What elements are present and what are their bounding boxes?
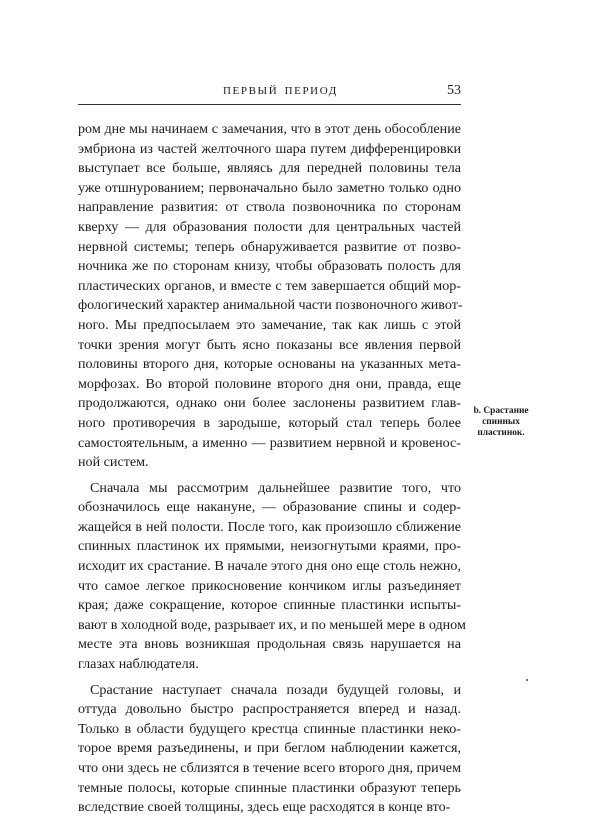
ink-speck	[526, 679, 528, 681]
text-line: пластических органов, и вместе с тем завершается общий мор-	[78, 277, 461, 294]
text-line: Срастание наступает сначала позади будущей головы, и	[90, 681, 461, 698]
margin-note	[468, 406, 534, 439]
text-line: вследствие своей толщины, здесь еще расходятся в конце вто-	[78, 799, 451, 816]
paragraph	[78, 681, 461, 818]
header-rule	[78, 104, 461, 105]
running-title: ПЕРВЫЙ ПЕРИОД	[223, 85, 338, 97]
text-line: нервной системы; теперь обнаруживается развитие от позво-	[78, 238, 461, 255]
text-line: эмбриона из частей желточного шара путем дифференцировки	[78, 140, 461, 157]
text-line: половины второго дня, которые основаны на указанных мета-	[78, 356, 461, 373]
body-text	[78, 120, 466, 818]
text-line: направление развития: от ствола позвоночника по сторонам	[78, 199, 461, 216]
text-line: спинных пластинок их прямыми, неизогнутыми краями, про-	[78, 538, 461, 555]
paragraph	[78, 120, 461, 473]
text-line: Сначала мы рассмотрим дальнейшее развитие того, что	[90, 479, 461, 496]
text-line: ного противоречия в зародыше, который стал теперь более	[78, 414, 461, 431]
text-line: ночника же по сторонам книзу, чтобы образовать полость для	[78, 258, 461, 275]
text-line: Только в области будущего крестца спинные пластинки неко-	[78, 720, 461, 737]
text-line: исходит их срастание. В начале этого дня оно еще столь нежно,	[78, 558, 461, 575]
text-line: кверху — для образования полости для центральных частей	[78, 218, 461, 235]
running-head	[78, 84, 461, 104]
margin-note-line: пластинок.	[477, 428, 525, 438]
text-line: точки зрения могут быть ясно показаны все явления первой	[78, 336, 461, 353]
text-line: ного. Мы предпосылаем это замечание, так как лишь с этой	[78, 316, 461, 333]
text-line: что самое легкое прикосновение кончиком иглы разъединяет	[78, 577, 461, 594]
page-number: 53	[447, 83, 461, 98]
text-line: оттуда довольно быстро распространяется вперед и назад.	[78, 701, 461, 718]
text-line: ром дне мы начинаем с замечания, что в этот день обособление	[78, 121, 461, 137]
text-line: месте эта вновь возникшая продольная связь нарушается на	[78, 636, 461, 653]
text-line: обозначилось еще накануне, — образование спины и содер-	[78, 499, 461, 516]
text-line: темные полосы, которые спинные пластинки образуют теперь	[78, 779, 461, 796]
text-line: уже отшнурованием; первоначально было заметно только одно	[78, 179, 461, 196]
text-line: края; даже сокращение, которое спинные пластинки испыты-	[78, 597, 461, 614]
paragraph	[78, 479, 466, 675]
text-line: жащейся в ней полости. После того, как произошло сближение	[78, 518, 461, 535]
margin-note-line: b. Срастание	[473, 406, 529, 416]
text-line: продолжаются, однако они более заслонены развитием глав-	[78, 395, 461, 412]
text-line: фологический характер анимальной части позвоночного живот-	[78, 297, 463, 314]
text-line: выступает все больше, являясь для передней половины тела	[78, 160, 461, 177]
text-line: торое время разъединены, и при беглом наблюдении кажется,	[78, 740, 461, 757]
margin-note-line: спинных	[482, 417, 520, 427]
text-line: морфозах. Во второй половине второго дня они, правда, еще	[78, 375, 461, 392]
text-line: глазах наблюдателя.	[78, 656, 199, 673]
text-line: ной систем.	[78, 454, 149, 471]
text-line: что они здесь не сблизятся в течение всего второго дня, причем	[78, 760, 461, 776]
text-line: вают в холодной воде, разрывает их, и по меньшей мере в одном	[78, 616, 466, 633]
text-line: самостоятельным, а именно — развитием нервной и кровенос-	[78, 434, 461, 451]
